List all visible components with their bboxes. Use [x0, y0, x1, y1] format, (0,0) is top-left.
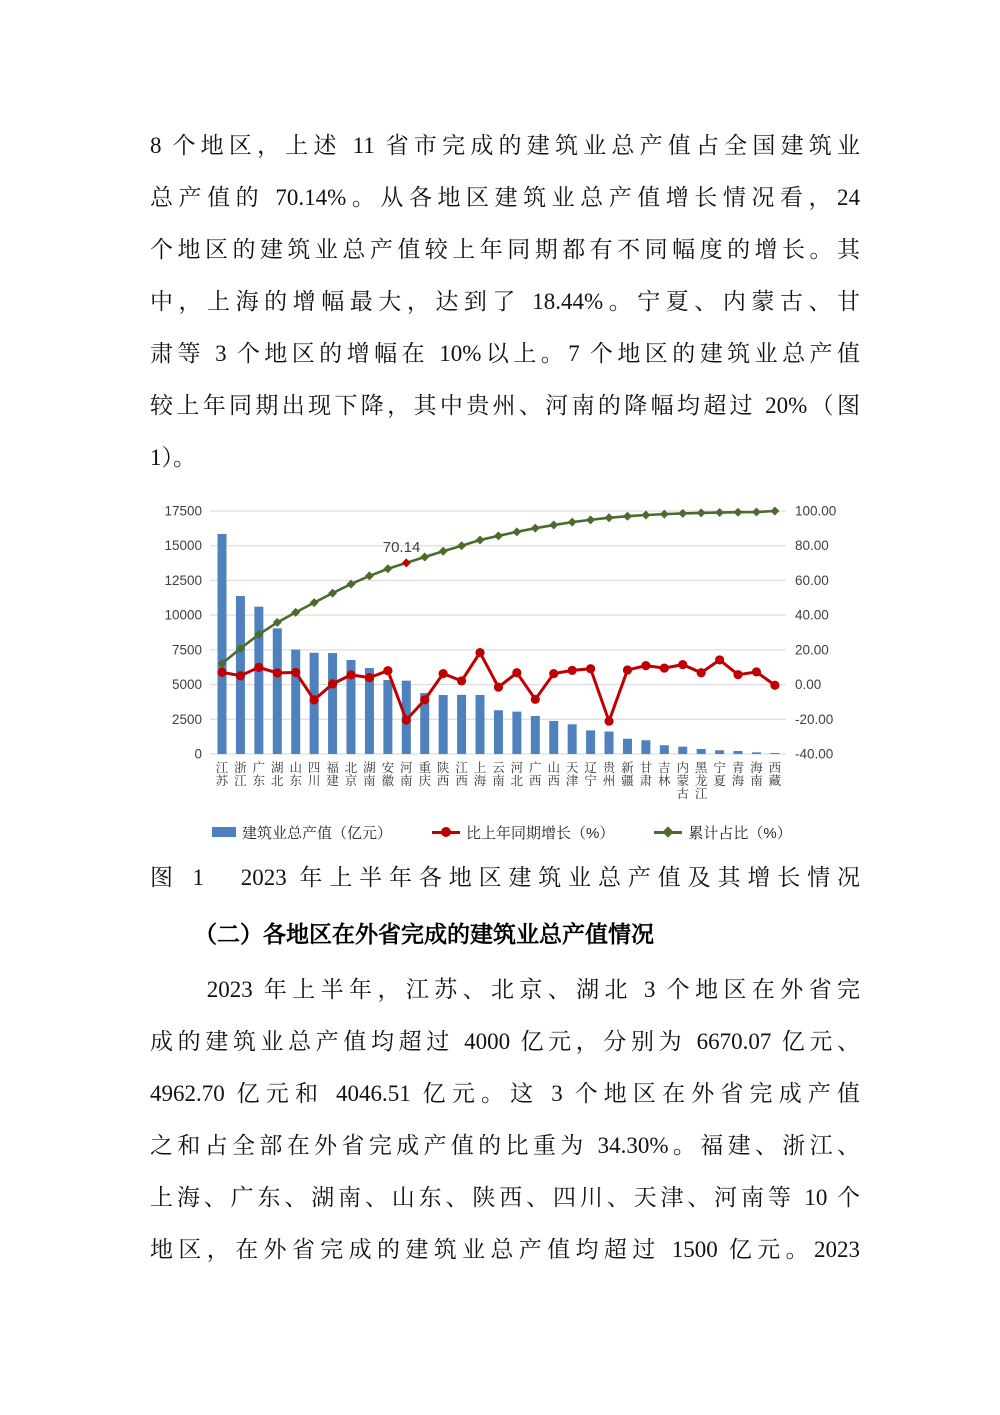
category-label-江苏: 江: [215, 761, 229, 775]
left-axis-tick-label: 17500: [164, 503, 202, 519]
bar-辽宁: [586, 730, 595, 754]
category-label-河南: 南: [400, 774, 413, 788]
category-label-西藏: 藏: [768, 774, 782, 788]
text-line: 4962.70 亿元和 4046.51 亿元。这 3 个地区在外省完成产值: [150, 1081, 860, 1106]
category-label-山东: 山: [289, 761, 302, 775]
category-label-广西: 西: [529, 774, 542, 788]
legend-item-growth: [432, 822, 614, 843]
growth-series-marker: [432, 826, 460, 838]
category-label-贵州: 州: [602, 774, 616, 788]
growth-point-北京: [346, 670, 355, 679]
category-label-福建: 福: [326, 761, 339, 775]
cumulative-point-海南: [752, 508, 761, 517]
category-label-广东: 东: [252, 774, 266, 788]
cumulative-point-安徽: [383, 564, 392, 573]
right-axis-tick-label: 60.00: [795, 572, 829, 588]
cumulative-series-marker: [654, 826, 682, 838]
cumulative-point-山西: [549, 521, 558, 530]
growth-legend-dot: [441, 827, 451, 837]
growth-point-广西: [531, 695, 540, 704]
bar-黑龙江: [697, 749, 706, 754]
paragraph-1: [150, 120, 860, 484]
category-label-重庆: 庆: [418, 774, 431, 788]
growth-point-浙江: [236, 671, 245, 680]
category-label-云南: 云: [492, 761, 505, 775]
text-line: 8 个地区，上述 11 省市完成的建筑业总产值占全国建筑业: [150, 133, 860, 158]
bar-江苏: [218, 534, 227, 754]
growth-point-吉林: [660, 663, 669, 672]
paragraph-2: [150, 964, 860, 1276]
cumulative-point-陕西: [439, 547, 448, 556]
right-axis-tick-label: 20.00: [795, 642, 829, 658]
category-label-北京: 京: [344, 774, 358, 788]
bar-广东: [254, 607, 263, 754]
left-axis-tick-label: 15000: [164, 538, 202, 554]
figure1-caption: 图 1 2023 年上半年各地区建筑业总产值及其增长情况: [150, 865, 860, 890]
cumulative-point-上海: [476, 535, 485, 544]
text-line: 1）。: [150, 445, 196, 470]
growth-point-河南: [402, 715, 411, 724]
text-line: 个地区的建筑业总产值较上年同期都有不同幅度的增长。其: [150, 237, 860, 262]
text-line: 地区，在外省完成的建筑业总产值均超过 1500 亿元。2023: [150, 1237, 860, 1262]
text-line: 总产值的 70.14%。从各地区建筑业总产值增长情况看，24: [150, 185, 860, 210]
growth-point-山东: [291, 668, 300, 677]
category-label-海南: 海: [750, 761, 763, 775]
category-label-青海: 青: [731, 761, 745, 775]
category-label-黑龙江: 江: [694, 787, 708, 801]
growth-point-江西: [457, 676, 466, 685]
bar-上海: [476, 695, 485, 754]
category-label-湖南: 南: [363, 774, 376, 788]
cumulative-point-四川: [310, 598, 319, 607]
cumulative-point-重庆: [420, 552, 429, 561]
legend-bar-label: 建筑业总产值（亿元）: [242, 824, 393, 842]
cumulative-point-江西: [457, 541, 466, 550]
cumulative-point-甘肃: [641, 510, 650, 519]
cumulative-point-贵州: [605, 513, 614, 522]
bar-云南: [494, 710, 503, 754]
figure1-legend: [150, 818, 860, 846]
left-axis-tick-label: 2500: [171, 711, 202, 727]
right-axis-tick-label: 80.00: [795, 538, 829, 554]
right-axis-tick-label: -40.00: [795, 746, 834, 762]
legend-growth-label: 比上年同期增长（%）: [466, 824, 615, 842]
category-label-吉林: 吉: [658, 761, 671, 775]
category-label-辽宁: 辽: [584, 761, 597, 775]
category-label-浙江: 浙: [234, 761, 247, 775]
category-label-天津: 天: [565, 761, 579, 775]
left-axis-tick-label: 10000: [164, 607, 202, 623]
category-label-广东: 广: [252, 761, 266, 775]
growth-point-上海: [475, 648, 484, 657]
left-axis-tick-label: 0: [194, 746, 202, 762]
bar-西藏: [770, 753, 779, 754]
category-label-安徽: 徽: [381, 774, 395, 788]
growth-point-甘肃: [641, 661, 650, 670]
bar-宁夏: [715, 750, 724, 754]
cumulative-point-湖南: [365, 571, 374, 580]
category-label-四川: 川: [307, 774, 321, 788]
growth-point-山西: [549, 669, 558, 678]
category-label-西藏: 西: [768, 761, 782, 775]
growth-point-宁夏: [715, 655, 724, 664]
category-label-海南: 南: [750, 774, 763, 788]
category-label-天津: 津: [565, 774, 579, 788]
cumulative-point-辽宁: [586, 515, 595, 524]
category-label-安徽: 安: [381, 761, 395, 775]
bar-河北: [512, 712, 521, 754]
bar-贵州: [605, 732, 614, 754]
category-label-湖北: 北: [271, 774, 284, 788]
growth-point-江苏: [217, 668, 226, 677]
category-label-江西: 西: [455, 774, 468, 788]
category-label-陕西: 西: [436, 774, 450, 788]
figure1-chart-svg: [150, 495, 860, 810]
bar-新疆: [623, 739, 632, 754]
cumulative-point-新疆: [623, 512, 632, 521]
growth-point-海南: [752, 667, 761, 676]
category-label-河北: 北: [510, 774, 524, 788]
growth-point-广东: [254, 663, 263, 672]
growth-point-安徽: [383, 666, 392, 675]
cumulative-point-河北: [512, 527, 521, 536]
bar-福建: [328, 653, 337, 754]
category-label-甘肃: 肃: [639, 774, 653, 788]
category-label-重庆: 重: [418, 761, 431, 775]
cumulative-point-广西: [531, 524, 540, 533]
category-label-陕西: 陕: [436, 761, 450, 775]
category-label-山西: 山: [547, 761, 560, 775]
category-label-江西: 江: [455, 761, 468, 775]
category-label-浙江: 江: [234, 774, 247, 788]
left-axis-tick-label: 5000: [171, 677, 202, 693]
bar-海南: [752, 752, 761, 754]
cumulative-point-河南: [402, 558, 411, 567]
growth-point-新疆: [623, 665, 632, 674]
cumulative-data-label: 70.14: [382, 538, 421, 556]
growth-point-辽宁: [586, 664, 595, 673]
growth-point-湖南: [365, 673, 374, 682]
cumulative-point-青海: [734, 508, 743, 517]
growth-point-云南: [494, 683, 503, 692]
growth-point-四川: [310, 695, 319, 704]
cumulative-point-福建: [328, 589, 337, 598]
category-label-湖南: 湖: [363, 761, 376, 775]
left-axis-tick-label: 12500: [164, 572, 202, 588]
category-label-山东: 东: [289, 774, 302, 788]
bar-series-swatch: [212, 827, 236, 837]
text-line: 上海、广东、湖南、山东、陕西、四川、天津、河南等 10 个: [150, 1185, 860, 1210]
growth-point-陕西: [439, 669, 448, 678]
text-line: 较上年同期出现下降，其中贵州、河南的降幅均超过 20%（图: [150, 393, 860, 418]
section-heading: （二）各地区在外省完成的建筑业总产值情况: [194, 921, 654, 947]
bar-山东: [291, 650, 300, 754]
bar-江西: [457, 695, 466, 754]
right-axis-tick-label: 100.00: [795, 503, 837, 519]
text-line: 2023 年上半年，江苏、北京、湖北 3 个地区在外省完: [150, 977, 860, 1002]
category-label-江苏: 苏: [215, 774, 229, 788]
cumulative-point-黑龙江: [697, 508, 706, 517]
category-label-新疆: 疆: [621, 774, 634, 788]
right-axis-tick-label: 40.00: [795, 607, 829, 623]
category-label-湖北: 湖: [271, 761, 284, 775]
cumulative-point-云南: [494, 531, 503, 540]
right-axis-tick-label: -20.00: [795, 711, 834, 727]
cumulative-point-西藏: [770, 507, 779, 516]
cumulative-point-宁夏: [715, 508, 724, 517]
cumulative-point-内蒙古: [678, 509, 687, 518]
category-label-贵州: 贵: [602, 761, 616, 775]
growth-point-福建: [328, 679, 337, 688]
cumulative-legend-diamond: [663, 826, 674, 837]
legend-cumulative-label: 累计占比（%）: [688, 824, 792, 842]
category-label-甘肃: 甘: [639, 761, 653, 775]
figure1-chart: [150, 495, 860, 810]
category-label-上海: 海: [473, 774, 487, 788]
legend-item-cumulative: [654, 822, 791, 843]
bar-陕西: [439, 695, 448, 754]
growth-point-西藏: [770, 681, 779, 690]
category-label-福建: 建: [326, 774, 339, 788]
bar-安徽: [383, 680, 392, 754]
growth-point-贵州: [604, 717, 613, 726]
category-label-内蒙古: 蒙: [676, 774, 690, 788]
category-label-吉林: 林: [658, 774, 671, 788]
growth-point-重庆: [420, 695, 429, 704]
bar-天津: [568, 724, 577, 754]
growth-point-内蒙古: [678, 660, 687, 669]
category-label-河北: 河: [510, 761, 524, 775]
category-label-青海: 海: [731, 774, 745, 788]
category-label-四川: 四: [307, 761, 321, 775]
growth-point-青海: [733, 670, 742, 679]
text-line: 成的建筑业总产值均超过 4000 亿元，分别为 6670.07 亿元、: [150, 1029, 860, 1054]
category-label-内蒙古: 古: [676, 787, 690, 801]
text-line: 之和占全部在外省完成产值的比重为 34.30%。福建、浙江、: [150, 1133, 860, 1158]
left-axis-tick-label: 7500: [171, 642, 202, 658]
text-line: 肃等 3 个地区的增幅在 10%以上。7 个地区的建筑业总产值: [150, 341, 860, 366]
right-axis-tick-label: 0.00: [795, 677, 822, 693]
category-label-上海: 上: [473, 761, 487, 775]
category-label-辽宁: 宁: [584, 774, 597, 788]
category-label-宁夏: 宁: [713, 761, 726, 775]
category-label-宁夏: 夏: [713, 774, 726, 788]
growth-point-河北: [512, 668, 521, 677]
legend-item-bar: [212, 822, 392, 843]
growth-point-黑龙江: [697, 668, 706, 677]
category-label-黑龙江: 黑: [694, 761, 708, 775]
cumulative-point-天津: [568, 518, 577, 527]
bar-甘肃: [641, 740, 650, 754]
growth-point-湖北: [273, 668, 282, 677]
bar-青海: [734, 751, 743, 754]
category-label-黑龙江: 龙: [694, 774, 708, 788]
category-label-内蒙古: 内: [676, 761, 690, 775]
category-label-新疆: 新: [621, 761, 634, 775]
category-label-云南: 南: [492, 774, 505, 788]
bar-山西: [549, 721, 558, 754]
bar-广西: [531, 716, 540, 754]
category-label-广西: 广: [529, 761, 542, 775]
bar-湖北: [273, 628, 282, 754]
category-label-北京: 北: [344, 761, 358, 775]
bar-内蒙古: [678, 747, 687, 754]
text-line: 中，上海的增幅最大，达到了 18.44%。宁夏、内蒙古、甘: [150, 289, 860, 314]
category-label-河南: 河: [400, 761, 413, 775]
growth-point-天津: [568, 666, 577, 675]
category-label-山西: 西: [547, 774, 560, 788]
bar-吉林: [660, 745, 669, 754]
